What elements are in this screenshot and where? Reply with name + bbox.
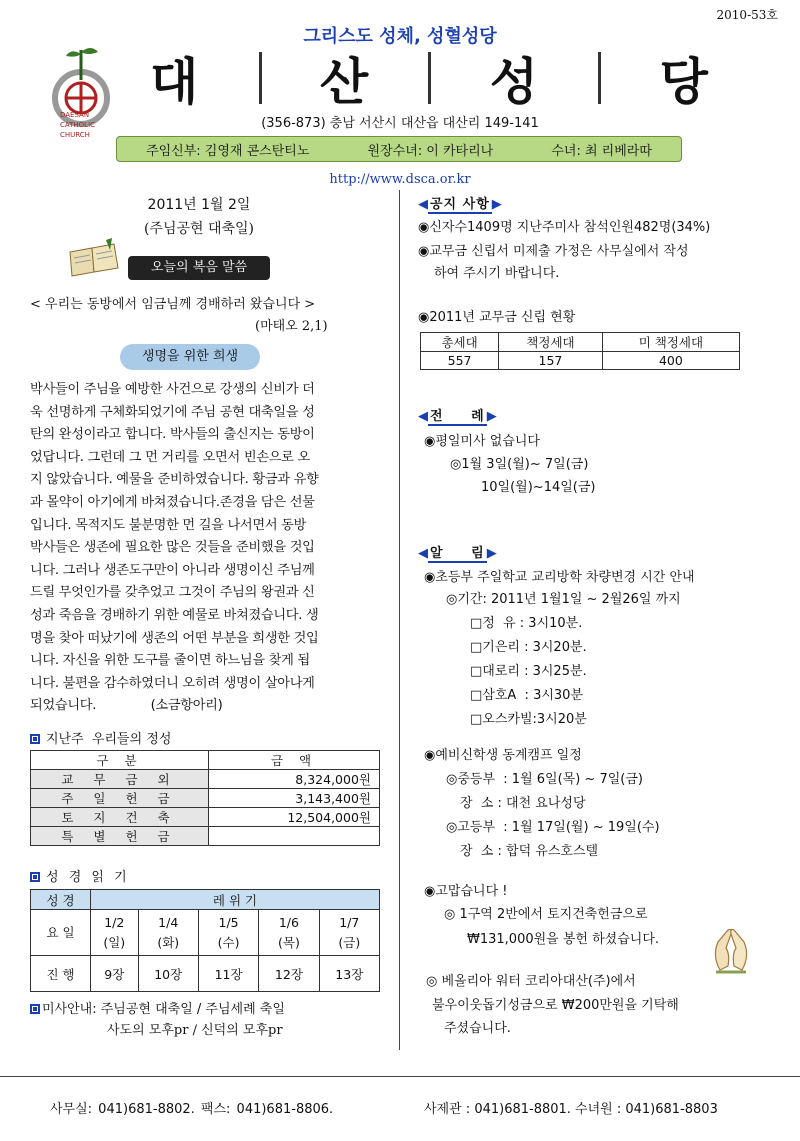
day-cell [138, 910, 198, 956]
triangle-left-icon: ◀ [418, 409, 428, 424]
offering-label: 토 지 건 축 [31, 808, 209, 827]
parish-address: (356-873) 충남 서산시 대산읍 대산리 149-141 [261, 116, 539, 131]
table-row [31, 789, 380, 808]
announcements-heading [418, 542, 497, 561]
offering-heading [30, 728, 171, 747]
parish-title [150, 50, 710, 111]
offering-amount: 12,504,000원 [209, 808, 380, 827]
liturgy-item: ◉평일미사 없습니다 [424, 434, 540, 449]
reflection-line: 니다. 자신을 위한 도구를 줄이면 하느님을 찾게 됩 [30, 653, 310, 669]
table-row [31, 770, 380, 789]
table-row [31, 956, 380, 992]
reflection-body [30, 379, 386, 718]
liturgy-heading [418, 405, 497, 424]
announcement-detail: ◎기간: 2011년 1월1일 ~ 2월26일 까지 [446, 592, 681, 607]
bus-stop-item: □삼호A : 3시30분 [470, 688, 583, 703]
announcement-detail: 장 소 : 합덕 유스호스텔 [460, 844, 599, 859]
title-divider [259, 52, 262, 104]
notice-item: ◉교무금 신립서 미제출 가정은 사무실에서 작성 [418, 244, 689, 259]
bulletin-date: 2011년 1월 2일 [147, 197, 251, 213]
table-row [31, 890, 380, 910]
logo-line: CATHOLIC [60, 121, 96, 129]
liturgy-heading-text: 전 례 [430, 409, 485, 424]
tithe-status-table [420, 332, 740, 370]
square-bullet-icon [30, 872, 40, 882]
gospel-label: 오늘의 복음 말씀 [128, 256, 270, 280]
offering-amount: 3,143,400원 [209, 789, 380, 808]
table-row [31, 910, 380, 956]
reflection-line: 지 않았습니다. 예물을 준비하였습니다. 황금과 유향 [30, 472, 319, 488]
table-row [31, 827, 380, 846]
day-date: 1/4 [158, 914, 179, 930]
mass-info-prayers: 사도의 모후pr / 신덕의 모후pr [107, 1023, 283, 1038]
reflection-line: 성과 죽음을 경배하기 위한 예물로 바쳐졌습니다. 생 [30, 607, 319, 623]
title-char: 대 [150, 53, 201, 111]
triangle-left-icon: ◀ [418, 197, 428, 212]
triangle-right-icon: ▶ [486, 546, 497, 561]
day-cell [259, 910, 319, 956]
day-weekday: (일) [103, 934, 126, 950]
fund-value: 400 [602, 352, 739, 370]
tithe-status-heading: ◉2011년 교무금 신립 현황 [418, 310, 576, 325]
title-char: 당 [659, 53, 710, 111]
announcement-detail: ◎ 1구역 2반에서 토지건축헌금으로 [444, 907, 648, 922]
announcement-detail: 장 소 : 대천 요나성당 [460, 796, 586, 811]
announcement-detail: ◎중등부 : 1월 6일(목) ~ 7일(금) [446, 772, 643, 787]
fund-col-header: 총세대 [421, 333, 499, 352]
chapter-cell: 13장 [319, 956, 379, 992]
triangle-right-icon: ▶ [491, 197, 502, 212]
sister: 수녀: 최 리베라따 [551, 143, 652, 159]
title-char: 성 [489, 53, 541, 111]
reflection-line: 니다. 그러나 생존도구만이 아니라 생명이신 주님께 [30, 562, 315, 578]
announcement-item: ◉예비신학생 동계캠프 일정 [424, 748, 582, 763]
bible-corner: 성 경 [31, 890, 91, 910]
footer-divider [0, 1076, 800, 1077]
announcement-item: ◉초등부 주일학교 교리방학 차량변경 시간 안내 [424, 570, 695, 585]
column-divider [399, 190, 400, 1050]
triangle-right-icon: ▶ [486, 409, 497, 424]
offering-label: 주 일 헌 금 [31, 789, 209, 808]
reflection-line: 되었습니다. (소금항아리) [30, 698, 223, 714]
open-bible-icon [66, 238, 122, 278]
feast-name: (주님공현 대축일) [143, 221, 255, 237]
offering-amount [209, 827, 380, 846]
gospel-reference: (마태오 2,1) [255, 319, 328, 334]
mass-info-text: 미사안내: 주님공현 대축일 / 주님세례 축일 [42, 1002, 285, 1017]
announcement-item: ◎ 베올리아 워터 코리아대산(주)에서 [426, 974, 636, 989]
day-cell [319, 910, 379, 956]
superior-sister: 원장수녀: 이 카타리나 [367, 143, 494, 159]
pastor: 주임신부: 김영재 콘스탄티노 [146, 143, 310, 159]
day-weekday: (수) [217, 934, 240, 950]
square-bullet-icon [30, 1004, 40, 1014]
progress-label: 진 행 [31, 956, 91, 992]
logo-line: CHURCH [60, 131, 90, 139]
notice-item: ◉신자수1409명 지난주미사 참석인원482명(34%) [418, 220, 711, 235]
mass-info [30, 998, 285, 1017]
reflection-line: 명을 찾아 떠났기에 생존의 어떤 부분을 희생한 것입 [30, 630, 319, 646]
reflection-line: 욱 선명하게 구체화되었기에 주님 공현 대축일을 성 [30, 404, 315, 420]
bus-stop-item: □기은리 : 3시20분. [470, 640, 587, 655]
chapter-cell: 10장 [138, 956, 198, 992]
notices-heading [418, 193, 502, 212]
table-row [421, 333, 740, 352]
gospel-quote: < 우리는 동방에서 임금님께 경배하러 왔습니다 > [30, 297, 316, 312]
reflection-line: 박사들이 주님을 예방한 사건으로 강생의 신비가 더 [30, 382, 315, 397]
announcement-detail: ₩131,000원을 봉헌 하셨습니다. [467, 932, 660, 947]
offering-amount: 8,324,000원 [209, 770, 380, 789]
announcement-detail: ◎고등부 : 1월 17일(월) ~ 19일(수) [446, 820, 660, 835]
chapter-cell: 9장 [91, 956, 139, 992]
offering-label: 교 무 금 외 [31, 770, 209, 789]
reflection-line: 드릴 무엇인가를 갖추었고 그것이 주님의 왕권과 신 [30, 585, 315, 601]
title-divider [598, 52, 601, 104]
day-date: 1/5 [218, 914, 239, 930]
fund-col-header: 미 책정세대 [602, 333, 739, 352]
table-row [31, 808, 380, 827]
announcement-item: ◉고맙습니다 ! [424, 884, 508, 899]
bible-reading-heading [30, 866, 130, 885]
announcements-heading-text: 알 림 [430, 546, 485, 561]
reflection-line: 박사들은 생존에 필요한 많은 것들을 준비했을 것입 [30, 540, 315, 556]
bus-stop-item: □대로리 : 3시25분. [470, 664, 587, 679]
fund-value: 157 [499, 352, 603, 370]
chapter-cell: 12장 [259, 956, 319, 992]
notice-item-cont: 하여 주시기 바랍니다. [434, 266, 560, 281]
praying-hands-icon [706, 926, 756, 974]
day-weekday: (화) [157, 934, 180, 950]
reflection-title: 생명을 위한 희생 [120, 344, 260, 370]
notices-heading-text: 공지 사항 [430, 197, 490, 212]
footer-rectory-contact: 사제관 : 041)681-8801. 수녀원 : 041)681-8803 [424, 1102, 718, 1117]
chapter-cell: 11장 [198, 956, 258, 992]
logo-line: DAESAN [60, 111, 90, 119]
triangle-left-icon: ◀ [418, 546, 428, 561]
day-cell [198, 910, 258, 956]
offering-table [30, 750, 380, 846]
fund-col-header: 책정세대 [499, 333, 603, 352]
day-weekday: (금) [338, 934, 361, 950]
table-row [421, 352, 740, 370]
bible-book-title: 레 위 기 [91, 890, 380, 910]
bus-stop-item: □정 유 : 3시10분. [470, 616, 583, 631]
announcement-detail: 주셨습니다. [444, 1021, 511, 1036]
liturgy-item: 10일(월)~14일(금) [481, 480, 596, 495]
title-divider [428, 52, 431, 104]
offering-col-amount: 금 액 [209, 751, 380, 770]
reflection-line: 입니다. 목적지도 불분명한 먼 길을 나서면서 동방 [30, 517, 307, 533]
day-label: 요 일 [31, 910, 91, 956]
bus-stop-item: □오스카빌:3시20분 [470, 712, 587, 727]
liturgy-item: ◎1월 3일(월)~ 7일(금) [450, 457, 589, 472]
day-date: 1/2 [104, 914, 125, 930]
fund-value: 557 [421, 352, 499, 370]
footer-office-contact: 사무실: 041)681-8802. 팩스: 041)681-8806. [50, 1102, 334, 1117]
reflection-line: 었답니다. 그런데 그 먼 거리를 오면서 빈손으로 오 [30, 449, 310, 465]
day-date: 1/6 [278, 914, 299, 930]
bible-reading-table [30, 889, 380, 992]
announcement-detail: 불우이웃돕기성금으로 ₩200만원을 기탁해 [432, 998, 679, 1013]
offering-heading-text: 지난주 우리들의 정성 [46, 732, 172, 747]
day-weekday: (목) [278, 934, 300, 950]
day-cell [91, 910, 139, 956]
square-bullet-icon [30, 734, 40, 744]
reflection-line: 니다. 불편을 감수하였더니 오히려 생명이 살아나게 [30, 675, 315, 691]
offering-label: 특 별 헌 금 [31, 827, 209, 846]
reflection-line: 탄의 완성이라고 합니다. 박사들의 출신지는 동방이 [30, 427, 315, 443]
title-char: 산 [319, 53, 371, 111]
website-link[interactable]: http://www.dsca.or.kr [329, 172, 471, 187]
offering-col-category: 구 분 [31, 751, 209, 770]
reflection-line: 과 몰약이 아기에게 바쳐졌습니다.존경을 담은 선물 [30, 494, 315, 510]
issue-number: 2010-53호 [716, 8, 778, 22]
day-date: 1/7 [339, 914, 360, 930]
parish-subtitle: 그리스도 성체, 성혈성당 [303, 26, 497, 47]
clergy-bar [116, 136, 682, 162]
bible-heading-text: 성 경 읽 기 [46, 870, 130, 885]
